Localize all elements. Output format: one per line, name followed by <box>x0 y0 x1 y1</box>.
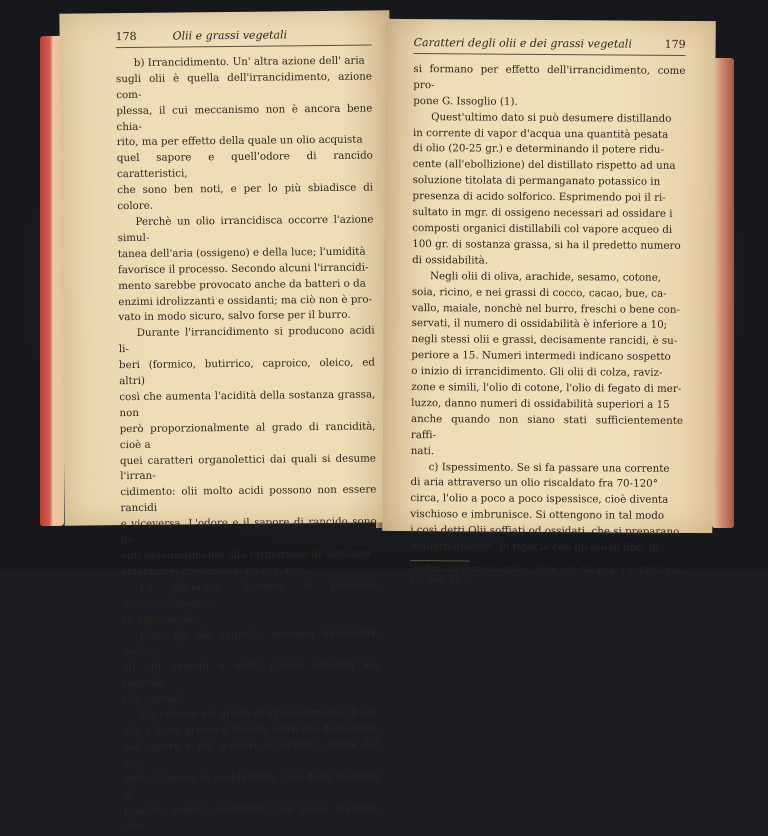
text-line: di aria attraverso un olio riscaldato fra 70-120° <box>410 476 658 491</box>
text-line: olio o di un grasso è fornito, oltre che dall'odore, <box>122 722 379 738</box>
text-line: vischioso e imbrunisce. Si ottengono in tal modo <box>410 508 665 523</box>
text-line: aldeidiche, chetoniche, eteree, ecc. <box>121 564 307 579</box>
left-running-title: Olii e grassi vegetali <box>172 28 288 43</box>
text-line: o inizio di irrancidimento. Gli olii di colza, raviz- <box>411 365 663 379</box>
right-page-number: 179 <box>664 37 686 51</box>
text-line: Durante l'irrancidimento si producono acidi li- <box>118 324 375 356</box>
text-line: tanea dell'aria (ossigeno) e della luce; l'umidità <box>117 245 366 260</box>
text-line: Perchè un olio irrancidisca occorre l'azione simul- <box>117 213 374 245</box>
text-line: quei caratteri organolettici dai quali si desume l'irran- <box>119 452 377 483</box>
text-line: di olio (20-25 gr.) e determinando il potere ridu- <box>412 142 665 157</box>
right-page <box>382 19 716 586</box>
text-line: industrialmente, in ispecie con gli olii di lino, di <box>410 540 660 554</box>
text-line: va diminuendo. <box>121 612 202 626</box>
text-line: vallo, maiale, nonchè nel burro, freschi o bene con- <box>411 301 681 316</box>
text-line: soia, ricino, e nei grassi di cocco, cacao, bue, ca- <box>411 285 667 300</box>
text-line: Un criterio sul grado di irrancidimento di un <box>140 706 374 721</box>
text-line: di ossidabilità. <box>412 253 489 267</box>
text-line: Quest'ultimo dato si può desumere distillando <box>431 110 672 125</box>
book-edge-right <box>712 58 734 528</box>
text-line: anche quando non siano stati sufficientemente raffi- <box>410 412 684 441</box>
text-line: luzzo, danno numeri di ossidabilità superiori a 15 <box>411 396 670 411</box>
text-line: presenza di acido solforico. Esprimendo poi il ri- <box>412 190 666 204</box>
text-line: La glicerina, durante il processo d'irrancidimento, <box>121 579 378 610</box>
text-line: che animali. <box>122 692 187 706</box>
text-line: dal sapore e dal numero di acidità, anche dal così <box>122 738 380 769</box>
right-page-header <box>414 35 686 56</box>
text-line: periore a 15. Numeri intermedi indicano sospetto <box>411 349 671 364</box>
text-line: 100 gr. di sostanza grassa, si ha il predetto numero <box>412 237 681 252</box>
text-line: soluzione titolata di permanganato potassico in <box>412 174 661 189</box>
text-line: sugli olii è quella dell'irrancidimento, azione com- <box>115 70 373 101</box>
text-line: pone G. Issoglio (1). <box>413 94 518 108</box>
footnote: (1) Ann. di chimica applic., 1916, vol. VI, pag. 1 e 1917, vol. VII, pag. 187. <box>409 564 682 586</box>
text-line: enzimi idrolizzanti e ossidanti; ma ciò non è pro- <box>118 292 373 308</box>
text-line: circa, l'olio a poco a poco ispessisce, cioè diventa <box>410 492 669 507</box>
text-line: i così detti Olii soffiati od ossidati, che si preparano <box>410 524 680 539</box>
text-line: servati, il numero di ossidabilità è inferiore a 10; <box>411 317 668 332</box>
text-line: rito, ma per effetto della quale un olio acquista <box>116 134 363 149</box>
text-line: favorisce il processo. Secondo alcuni l'irrancidi- <box>117 261 369 276</box>
text-line: prodotti volatili, distillabili con vapor d'acqua, che <box>123 801 380 833</box>
left-page-number: 178 <box>115 29 137 44</box>
text-line: beri (formico, butirrico, caproico, oleico, ed altri) <box>118 356 376 388</box>
text-line: b) Irrancidimento. Un' altra azione dell' aria <box>133 54 365 69</box>
text-line: zone e simili, l'olio di cotone, l'olio di fegato di mer- <box>411 381 682 395</box>
text-line: si formano per effetto dell'irrancidimento, come pro- <box>413 62 686 92</box>
right-running-title: Caratteri degli olii e dei grassi vegetali <box>413 36 632 51</box>
text-line: detto Numero di ossidabilità, cioè dalla quantità di <box>123 770 380 801</box>
left-page <box>59 10 394 833</box>
text-line: negli stessi olii e grassi, decisamente rancidi, è su- <box>411 333 678 348</box>
text-line: sultato in mgr. di ossigeno necessari ad ossidare i <box>412 206 673 220</box>
text-line: però proporzionalmente al grado di rancidità, cioè a <box>119 420 376 451</box>
text-line: plessa, il cui meccanismo non è ancora bene chia- <box>116 102 373 133</box>
text-line: cente (all'ebollizione) del distillato rispetto ad una <box>412 158 676 173</box>
text-line: c) Ispessimento. Se si fa passare una corrente <box>428 460 670 475</box>
text-line: in corrente di vapor d'acqua una quantità pesata <box>412 126 669 141</box>
text-line: così che aumenta l'acidità della sostanza grassa, non <box>119 388 376 419</box>
text-line: e viceversa. L'odore e il sapore di rancido sono do- <box>120 515 377 547</box>
text-line: Negli olii di oliva, arachide, sesamo, cotone, <box>429 269 662 284</box>
text-line: quel sapore e quell'odore di rancido caratteristici, <box>116 149 373 181</box>
left-page-body <box>116 53 380 835</box>
text-line: nati. <box>410 444 435 457</box>
text-line: mento sarebbe provocato anche da batteri o da <box>118 277 366 292</box>
text-line: Oltre gli olii vegetali, possono irrancidire anche <box>121 626 378 658</box>
text-line: composti organici distillabili col vapore acqueo di <box>412 222 673 236</box>
text-line: che sono ben noti, e per lo più sbiadisce di colore. <box>117 181 374 213</box>
text-line: cidimento: olii molto acidi possono non essere rancidi <box>120 483 377 515</box>
text-line: vuti essenzialmente alla formazione di sostanze <box>120 547 370 563</box>
text-line: gli olii animali e molti grassi concreti sia vegetali <box>122 658 379 690</box>
text-line: vato in modo sicuro, salvo forse per il burro. <box>118 309 351 324</box>
right-page-body <box>410 62 685 557</box>
left-page-header <box>115 26 371 48</box>
